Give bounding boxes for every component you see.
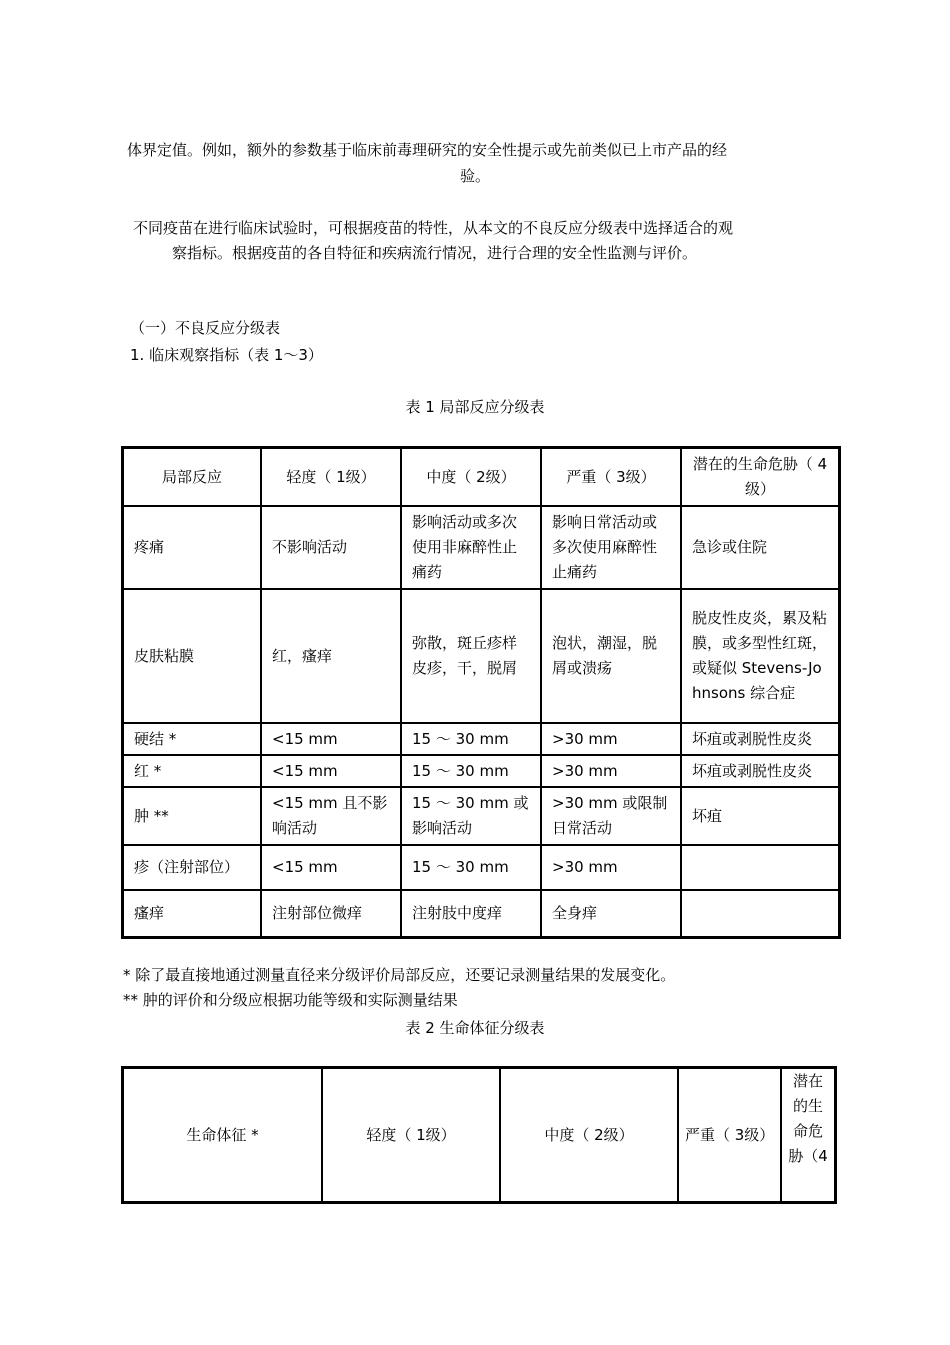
table-cell: 弥散，斑丘疹样皮疹，干，脱屑 <box>401 589 541 723</box>
header-mild: 轻度（ 1级） <box>261 448 401 506</box>
table-cell: 肿 ** <box>123 787 261 845</box>
table-cell: 15 ～ 30 mm <box>401 845 541 890</box>
intro-line-4: 察指标。根据疫苗的各自特征和疾病流行情况，进行合理的安全性监测与评价。 <box>172 244 698 262</box>
table-row <box>123 755 839 787</box>
section-subheading: 1. 临床观察指标（表 1～3） <box>130 346 323 364</box>
vital-signs-table <box>121 1066 837 1204</box>
table-cell: >30 mm <box>541 755 681 787</box>
footnote-2: ** 肿的评价和分级应根据功能等级和实际测量结果 <box>123 991 458 1009</box>
table-cell: <15 mm <box>261 755 401 787</box>
footnote-1: * 除了最直接地通过测量直径来分级评价局部反应，还要记录测量结果的发展变化。 <box>123 966 676 984</box>
table-cell <box>681 845 839 890</box>
header-mild: 轻度（ 1级） <box>322 1068 500 1202</box>
table1-caption: 表 1 局部反应分级表 <box>405 398 545 416</box>
table-cell: 影响日常活动或多次使用麻醉性止痛药 <box>541 506 681 589</box>
header-vital-sign: 生命体征 * <box>123 1068 322 1202</box>
table2-caption: 表 2 生命体征分级表 <box>405 1019 545 1037</box>
table-cell: >30 mm <box>541 845 681 890</box>
header-severe: 严重（ 3级） <box>678 1068 781 1202</box>
table-cell: 瘙痒 <box>123 890 261 937</box>
local-reaction-table <box>121 446 841 939</box>
table-cell: >30 mm <box>541 723 681 755</box>
header-life-threatening: 潜在的生命危胁（4 <box>781 1068 835 1202</box>
table-cell: <15 mm 且不影响活动 <box>261 787 401 845</box>
table-cell: >30 mm 或限制日常活动 <box>541 787 681 845</box>
intro-line-3: 不同疫苗在进行临床试验时，可根据疫苗的特性，从本文的不良反应分级表中选择适合的观 <box>133 219 734 237</box>
table-cell: <15 mm <box>261 723 401 755</box>
table-cell: 硬结 * <box>123 723 261 755</box>
table-cell: 红，瘙痒 <box>261 589 401 723</box>
table-cell: 不影响活动 <box>261 506 401 589</box>
table-cell: <15 mm <box>261 845 401 890</box>
table-cell: 全身痒 <box>541 890 681 937</box>
table-cell: 泡状，潮湿，脱屑或溃疡 <box>541 589 681 723</box>
table-header-row <box>123 448 839 506</box>
table-row <box>123 787 839 845</box>
header-moderate: 中度（ 2级） <box>500 1068 678 1202</box>
table-cell: 脱皮性皮炎，累及粘膜，或多型性红斑，或疑似 Stevens-Johnsons 综合症 <box>681 589 839 723</box>
intro-line-2: 验。 <box>459 167 490 185</box>
table-cell: 注射部位微痒 <box>261 890 401 937</box>
table-cell: 疹（注射部位） <box>123 845 261 890</box>
table-cell: 坏疽或剥脱性皮炎 <box>681 755 839 787</box>
table-row <box>123 506 839 589</box>
header-severe: 严重（ 3级） <box>541 448 681 506</box>
table-row <box>123 890 839 937</box>
header-life-threatening: 潜在的生命危胁（ 4级） <box>681 448 839 506</box>
table-cell: 坏疽或剥脱性皮炎 <box>681 723 839 755</box>
table-cell: 坏疽 <box>681 787 839 845</box>
table-header-row <box>123 1068 835 1202</box>
table-cell: 注射肢中度痒 <box>401 890 541 937</box>
table-cell: 红 * <box>123 755 261 787</box>
header-local-reaction: 局部反应 <box>123 448 261 506</box>
table-cell: 15 ～ 30 mm <box>401 723 541 755</box>
table-row <box>123 845 839 890</box>
table-cell: 皮肤粘膜 <box>123 589 261 723</box>
header-moderate: 中度（ 2级） <box>401 448 541 506</box>
table-cell: 15 ～ 30 mm 或影响活动 <box>401 787 541 845</box>
table-cell <box>681 890 839 937</box>
table-row <box>123 723 839 755</box>
table-cell: 影响活动或多次使用非麻醉性止痛药 <box>401 506 541 589</box>
table-cell: 急诊或住院 <box>681 506 839 589</box>
table-cell: 疼痛 <box>123 506 261 589</box>
intro-line-1: 体界定值。例如，额外的参数基于临床前毒理研究的安全性提示或先前类似已上市产品的经 <box>127 141 728 159</box>
table-cell: 15 ～ 30 mm <box>401 755 541 787</box>
table-row <box>123 589 839 723</box>
section-heading: （一）不良反应分级表 <box>130 319 281 337</box>
